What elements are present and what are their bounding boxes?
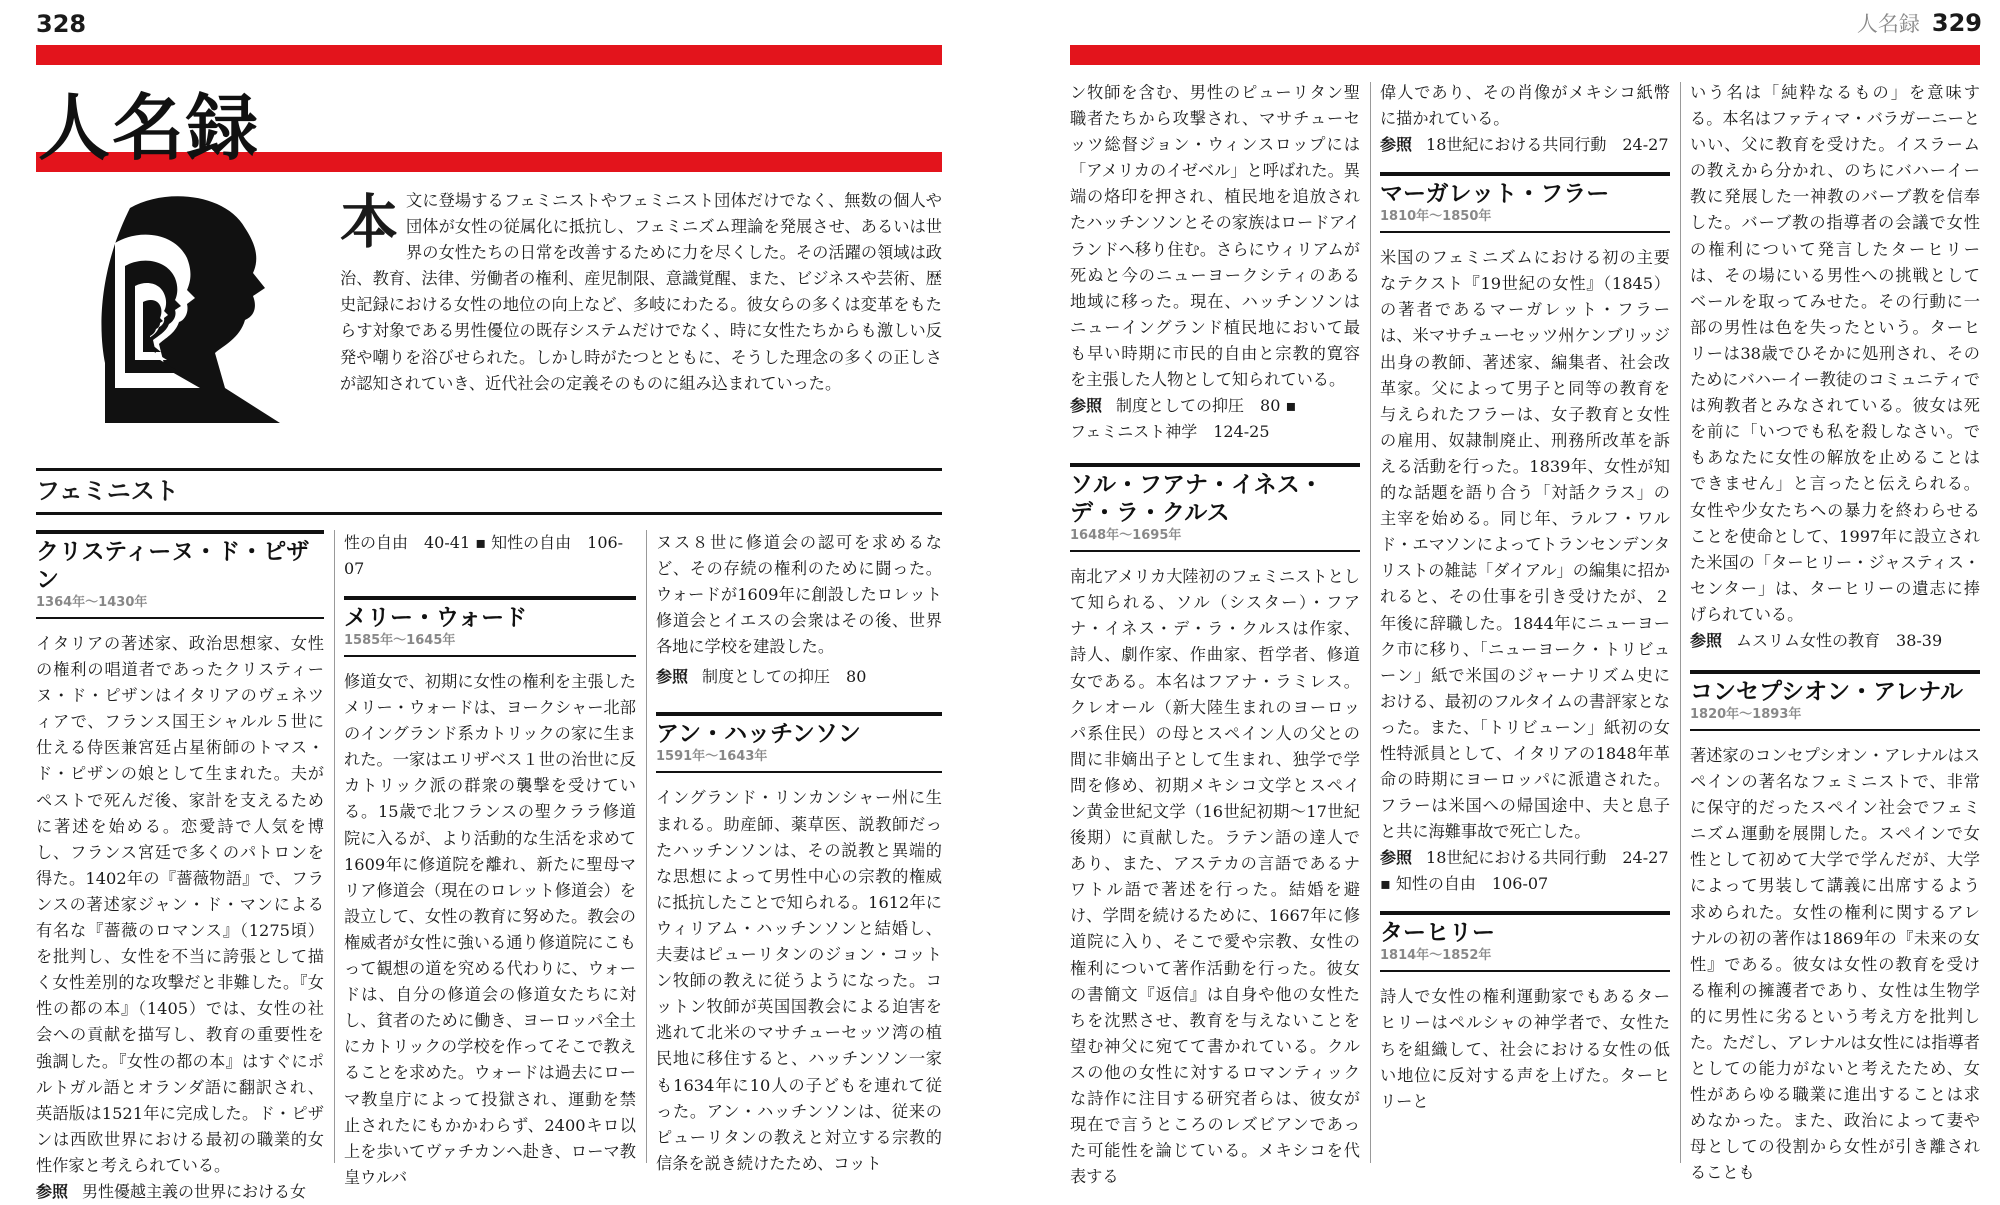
entry-name: マーガレット・フラー — [1380, 181, 1610, 208]
entry-name: コンセプシオン・アレナル — [1690, 678, 1964, 705]
entry-name: ターヒリー — [1380, 920, 1495, 947]
see-also — [656, 664, 942, 690]
right-page-number: 329 — [1931, 9, 1982, 37]
column-divider — [334, 530, 335, 1163]
main-title: 人名録 — [38, 86, 261, 170]
section-header — [36, 468, 942, 515]
see-also — [1380, 132, 1670, 158]
entry-dates: 1820年～1893年 — [1690, 706, 1802, 722]
entry-dates: 1814年～1852年 — [1380, 948, 1492, 964]
see-also-text-2: ▪ 知性の自由 106-07 — [1380, 874, 1549, 894]
see-also-label: 参照 — [1690, 630, 1723, 650]
intro-dropcap: 本 — [340, 188, 399, 256]
entry-name: メリー・ウォード — [344, 605, 528, 631]
see-also-continued: 性の自由 40-41 ▪ 知性の自由 106-07 — [344, 533, 624, 578]
see-also — [36, 1179, 324, 1205]
column-divider — [1680, 82, 1681, 1163]
intro-paragraph — [340, 188, 942, 397]
column-divider — [1370, 82, 1371, 1163]
entry-name: ソル・フアナ・イネス・デ・ラ・クルス — [1070, 472, 1323, 527]
entry-text: 修道女で、初期に女性の権利を主張したメリー・ウォードは、ヨークシャー北部のイングランド系カトリックの家に生まれた。一家はエリザベス１世の治世に反カトリック派の群衆の襲撃を受けている。15歳で北フランスの聖クララ修道院に入るが、より活動的な生活を求めて1609年に修道院を離れ、新たに聖母マリア修道会（現在のロレット修道会）を設立して、女性の教育に努めた。教会の権威者が女性に強いる通り修道院にこもって観想の道を究める代わりに、ウォードは、自分の修道会の修道女たちに対し、貧者のために働き、ヨーロッパ全土にカトリックの学校を作ってそこで教えることを求めた。ウォードは過去にローマ教皇庁によって投獄され、運動を禁止されたにもかかわらず、2400キロ以上を歩いてヴァチカンへ赴き、ローマ教皇ウルバ — [344, 672, 636, 1187]
column-divider — [646, 530, 647, 1163]
entry-dates: 1648年～1695年 — [1070, 528, 1182, 544]
see-also-text-2: フェミニスト神学 124-25 — [1070, 422, 1270, 442]
entry-text-continued: いう名は「純粋なるもの」を意味する。本名はファティマ・バラガーニーといい、父に教育を受けた。イスラームの教えから分かれ、のちにバハーイー教に発展した一神教のバーブ教を信奉した。バーブ教の指導者の会議で女性の権利について発言したターヒリーは、その場にいる男性への挑戦としてベールを取ってみせた。その行動に一部の男性は色を失ったという。ターヒリーは38歳でひそかに処刑され、そのためにバハーイー教徒のコミュニティでは殉教者とみなされている。彼女は死を前に「いつでも私を殺しなさい。でもあなたに女性の解放を止めることはできません」と言ったと伝えられる。女性や少女たちへの暴力を終わらせることを使命として、1997年に設立された米国の「ターヒリー・ジャスティス・センター」は、ターヒリーの遺志に捧げられている。 — [1690, 83, 1980, 624]
see-also-label: 参照 — [1380, 135, 1413, 155]
entry-header — [1380, 911, 1670, 972]
entry-dates: 1364年～1430年 — [36, 595, 148, 610]
see-also — [1690, 628, 1980, 654]
see-also-label: 参照 — [1380, 848, 1413, 868]
see-also-text: 制度としての抑圧 80 ▪ — [1116, 396, 1297, 416]
intro-text: 文に登場するフェミニストやフェミニスト団体だけでなく、無数の個人や団体が女性の従属化に抵抗し、フェミニズム理論を発展させ、あるいは世界の女性たちの日常を改善するために力を尽くした。その活躍の領域は政治、教育、法律、労働者の権利、産児制限、意識覚醒、また、ビジネスや芸術、歴史記録における女性の地位の向上など、多岐にわたる。彼女らの多くは変革をもたらす対象である男性優位の既存システムだけでなく、時に女性たちからも激しい反発や嘲りを浴びせられた。しかし時がたつとともに、そうした理念の多くの正しさが認知されていき、近代社会の定義そのものに組み込まれていった。 — [340, 191, 942, 393]
entry-header — [656, 712, 942, 773]
entry-header — [1070, 463, 1360, 552]
see-also-label: 参照 — [1070, 396, 1103, 416]
column-5 — [1380, 80, 1670, 1115]
entry-text: 詩人で女性の権利運動家でもあるターヒリーはペルシャの神学者で、女性たちを組織して、社会における女性の低い地位に反対する声を上げた。ターヒリーと — [1380, 987, 1670, 1111]
see-also — [1380, 845, 1670, 871]
entry-header — [1690, 670, 1980, 731]
entry-text: 米国のフェミニズムにおける初の主要なテクスト『19世紀の女性』（1845）の著者であるマーガレット・フラーは、米マサチューセッツ州ケンブリッジ出身の教師、著述家、編集者、社会改革家。父によって男子と同等の教育を与えられたフラーは、女子教育と女性の雇用、奴隷制廃止、刑務所改革を訴える活動を行った。1839年、女性が知的な話題を語り合う「対話クラス」の主宰を始める。同じ年、ラルフ・ワルド・エマソンによってトランセンデンタリストの雑誌「ダイアル」の編集に招かれると、その仕事を引き受けたが、２年後に辞職した。1844年にニューヨーク市に移り、「ニューヨーク・トリビューン」紙で米国のジャーナリズム史における、最初のフルタイムの書評家となった。また、「トリビューン」紙初の女性特派員として、イタリアの1848年革命の時期にヨーロッパに派遣された。フラーは米国への帰国途中、夫と息子と共に海難事故で死亡した。 — [1380, 248, 1670, 842]
entry-header — [344, 596, 636, 657]
entry-name: クリスティーヌ・ド・ピザン — [36, 539, 310, 593]
see-also-text: 18世紀における共同行動 24-27 — [1426, 848, 1669, 868]
see-also-text: ムスリム女性の教育 38-39 — [1736, 630, 1943, 650]
see-also-text: 制度としての抑圧 80 — [702, 667, 867, 687]
nested-profiles-icon — [95, 188, 285, 428]
red-bar-top-left — [36, 45, 942, 65]
see-also — [1070, 393, 1360, 419]
entry-text-continued: ン牧師を含む、男性のピューリタン聖職者たちから攻撃され、マサチューセッツ総督ジョン・ウィンスロップには「アメリカのイゼベル」と呼ばれた。異端の烙印を押され、植民地を追放されたハッチンソンとその家族はロードアイランドへ移り住む。さらにウィリアムが死ぬと今のニューヨークシティのある地域に移った。現在、ハッチンソンはニューイングランド植民地において最も早い時期に市民的自由と宗教的寛容を主張した人物として知られている。 — [1070, 83, 1360, 390]
entry-text: イングランド・リンカンシャー州に生まれる。助産師、薬草医、説教師だったハッチンソンは、その説教と異端的な思想によって男性中心の宗教的権威に抵抗したことで知られる。1612年にウィリアム・ハッチンソンと結婚し、夫妻はピューリタンのジョン・コットン牧師の教えに従うようになった。コットン牧師が英国国教会による迫害を逃れて北米のマサチューセッツ湾の植民地に移住すると、ハッチンソン一家も1634年に10人の子どもを連れて従った。アン・ハッチンソンは、従来のピューリタンの教えと対立する宗教的信条を説き続けたため、コット — [656, 788, 942, 1173]
silhouettes-illustration — [95, 188, 285, 428]
column-4 — [1070, 80, 1360, 1190]
section-title: フェミニスト — [36, 477, 179, 505]
see-also-label: 参照 — [36, 1181, 69, 1201]
entry-text: 著述家のコンセプシオン・アレナルはスペインの著名なフェミニストで、非常に保守的だったスペイン社会でフェミニズム運動を展開した。スペインで女性として初めて大学で学んだが、大学によって男装して講義に出席するよう求められた。女性の権利に関するアレナルの初の著作は1869年の『未来の女性』である。彼女は女性の教育を受ける権利の擁護者であり、女性は生物学的に男性に劣るという考え方を批判した。ただし、アレナルは女性には指導者としての能力がないと考えたため、女性があらゆる職業に進出することは求めなかった。また、政治によって妻や母としての役割から女性が引き離されることも — [1690, 745, 1980, 1183]
entry-header — [36, 530, 324, 619]
see-also-text: 男性優越主義の世界における女 — [82, 1181, 307, 1201]
column-1 — [36, 530, 324, 1205]
entry-header — [1380, 172, 1670, 233]
column-3 — [656, 530, 942, 1177]
column-2 — [344, 530, 636, 1191]
right-header — [1857, 8, 1982, 38]
right-running-head: 人名録 — [1856, 12, 1920, 36]
entry-name: アン・ハッチンソン — [656, 721, 861, 748]
entry-dates: 1591年～1643年 — [656, 749, 768, 765]
entry-text: 南北アメリカ大陸初のフェミニストとして知られる、ソル（シスター）・フアナ・イネス・デ・ラ・クルスは作家、詩人、劇作家、作曲家、哲学者、修道女である。本名はフアナ・ラミレス。クレオール（新大陸生まれのヨーロッパ系住民）の母とスペイン人の父との間に非嫡出子として生まれ、独学で学問を修め、初期メキシコ文学とスペイン黄金世紀文学（16世紀初期～17世紀後期）に貢献した。ラテン語の達人であり、また、アステカの言語であるナワトル語で著述を行った。結婚を避け、学問を続けるために、1667年に修道院に入り、そこで愛や宗教、女性の権利について著作活動を行った。彼女の書簡文『返信』は自身や他の女性たちを沈黙させ、教育を与えないことを望む神父に宛てて書かれている。クルスの他の女性に対するロマンティックな詩作に注目する研究者らは、彼女が現在で言うところのレズビアンであった可能性を論じている。メキシコを代表する — [1070, 567, 1360, 1187]
entry-text-continued: 偉人であり、その肖像がメキシコ紙幣に描かれている。 — [1380, 83, 1670, 129]
entry-text-continued: ヌス８世に修道会の認可を求めるなど、その存続の権利のために闘った。ウォードが1609年に創設したロレット修道会とイエスの会衆はその後、世界各地に学校を建設した。 — [656, 533, 942, 657]
red-bar-top-right — [1070, 45, 1980, 65]
column-6 — [1690, 80, 1980, 1187]
entry-dates: 1810年～1850年 — [1380, 209, 1492, 225]
left-page-number: 328 — [36, 10, 87, 38]
entry-text: イタリアの著述家、政治思想家、女性の権利の唱道者であったクリスティーヌ・ド・ピザンはイタリアのヴェネツィアで、フランス国王シャルル５世に仕える侍医兼宮廷占星術師のトマス・ド・ピザンの娘として生まれた。夫がペストで死んだ後、家計を支えるために著述を始める。恋愛詩で人気を博し、フランス宮廷で多くのパトロンを得た。1402年の『薔薇物語』で、フランスの著述家ジャン・ド・マンによる有名な『薔薇のロマンス』（1275頃）を批判し、女性を不当に誇張として描く女性差別的な攻撃だと非難した。『女性の都の本』（1405）では、女性の社会への貢献を描写し、教育の重要性を強調した。『女性の都の本』はすぐにポルトガル語とオランダ語に翻訳され、英語版は1521年に完成した。ド・ピザンは西欧世界における最初の職業的女性作家と考えられている。 — [36, 634, 324, 1175]
see-also-label: 参照 — [656, 667, 689, 687]
entry-dates: 1585年～1645年 — [344, 633, 456, 648]
see-also-text: 18世紀における共同行動 24-27 — [1426, 135, 1669, 155]
